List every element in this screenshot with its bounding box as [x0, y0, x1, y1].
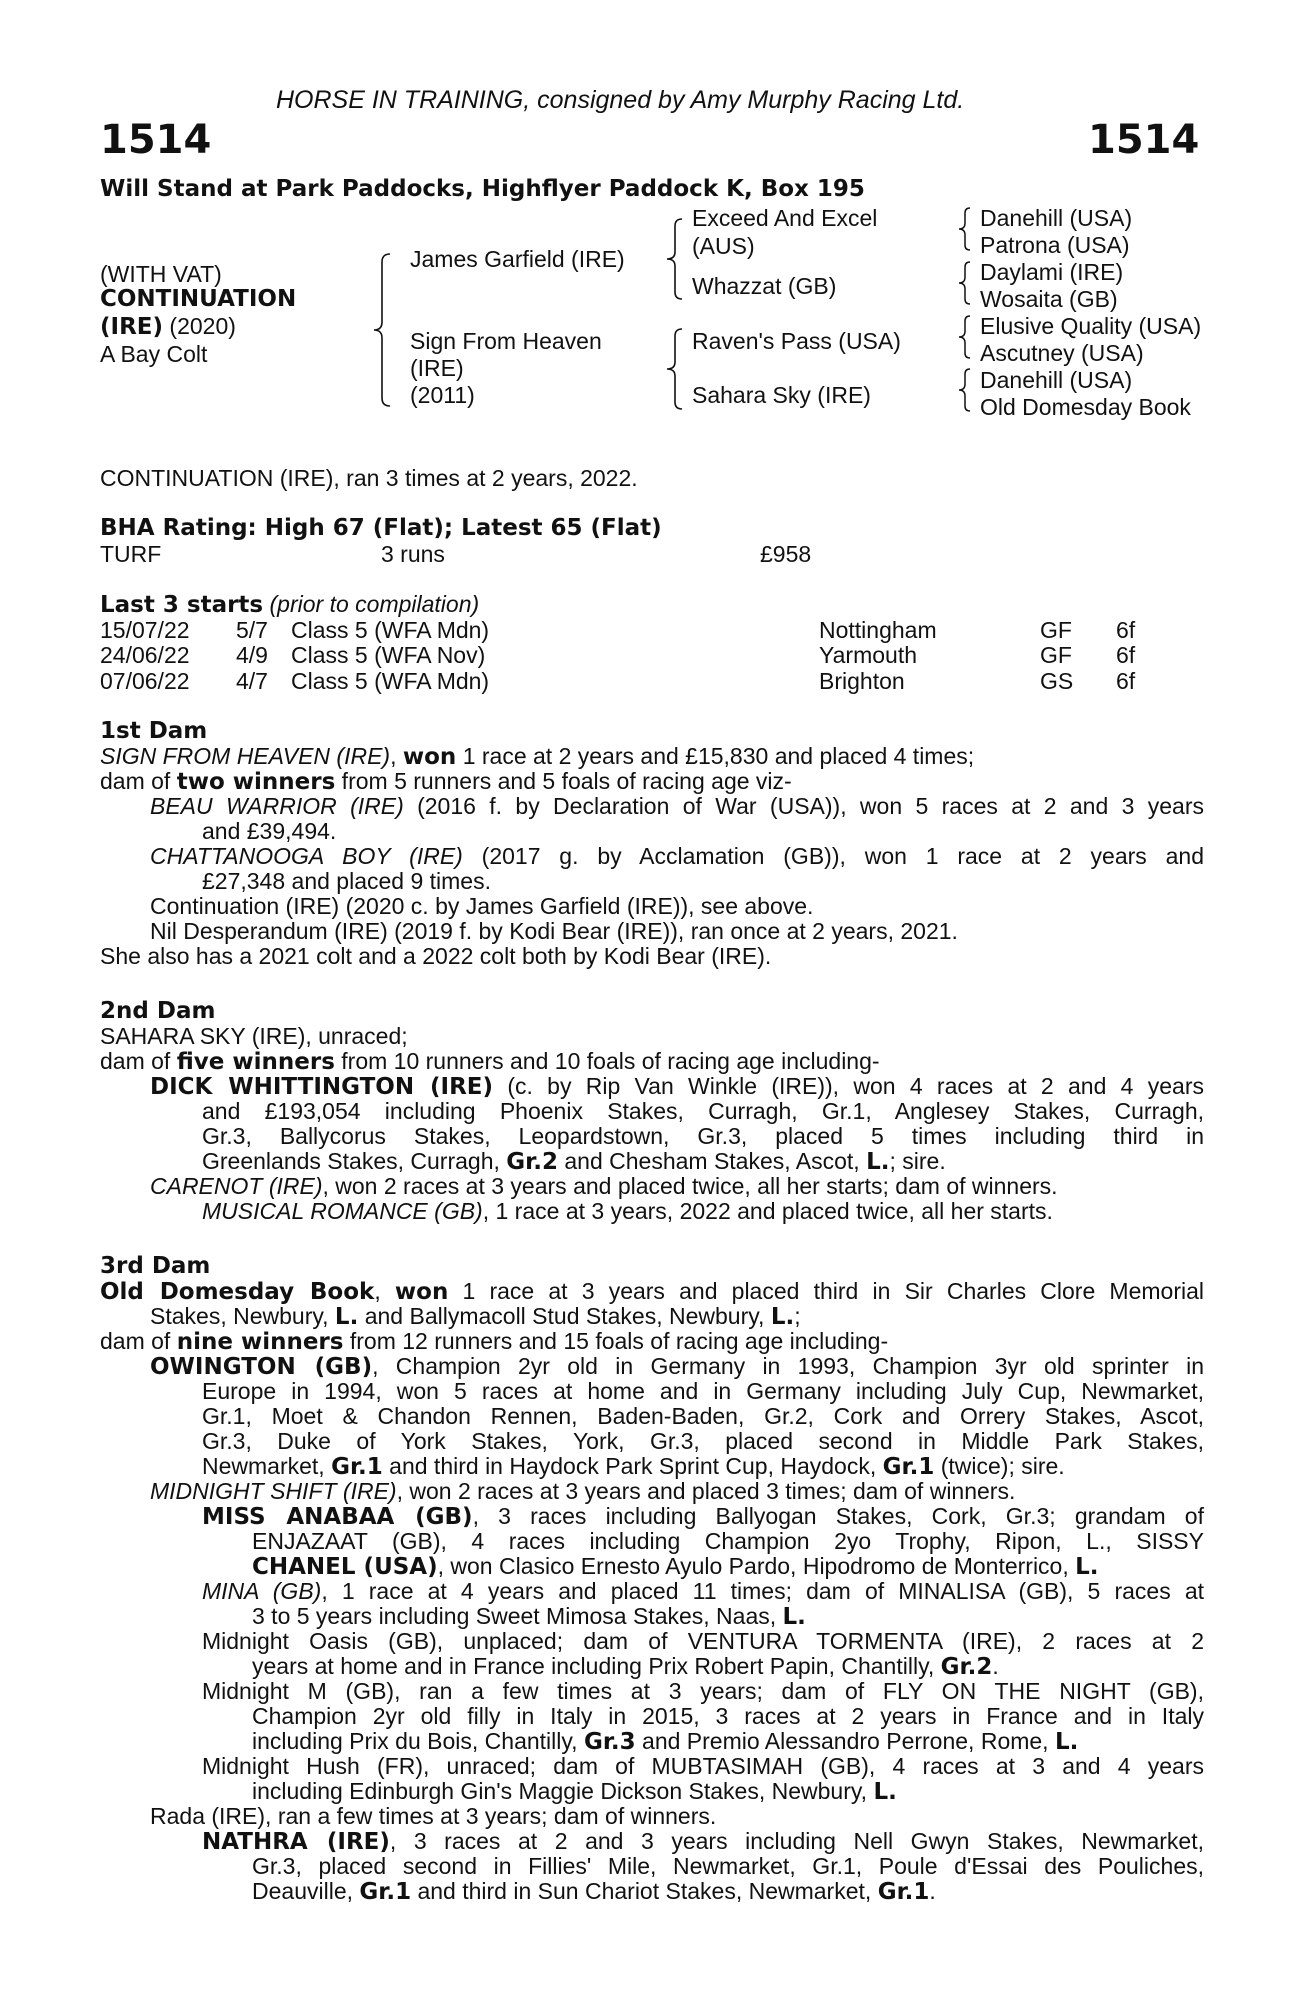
- start-position: 5/7: [236, 617, 268, 643]
- lot-number-left: 1514: [100, 117, 212, 163]
- text: Newmarket,: [202, 1453, 332, 1479]
- won-label: won: [402, 744, 457, 770]
- third-dam-line3: [100, 1328, 888, 1355]
- text: Greenlands Stakes, Curragh,: [202, 1148, 507, 1174]
- text: ,: [390, 743, 403, 769]
- horse-origin-year: [100, 313, 236, 340]
- nil-desperandum-line: Nil Desperandum (IRE) (2019 f. by Kodi Bear (IRE)), ran once at 2 years, 2021.: [150, 918, 958, 944]
- start-going: GF: [1040, 617, 1072, 643]
- horse-name: BEAU WARRIOR (IRE): [150, 793, 404, 819]
- last-starts-heading: [100, 591, 479, 618]
- mina-line2: [252, 1603, 806, 1630]
- listed-label: L.: [334, 1304, 359, 1330]
- miss-anabaa-line3: [252, 1553, 1099, 1580]
- start-distance: 6f: [1116, 617, 1136, 643]
- text: , 1 race at 4 years and placed 11 times; dam of MINALISA (GB), 5 races at: [321, 1578, 1204, 1604]
- grade-label: Gr.1: [877, 1879, 930, 1905]
- start-course: Brighton: [819, 668, 905, 694]
- dick-line3: Gr.3, Ballycorus Stakes, Leopardstown, Gr.3, placed 5 times including third in: [202, 1123, 1204, 1149]
- text: (twice); sire.: [934, 1453, 1065, 1479]
- horse-year: (2020): [163, 313, 236, 339]
- text: ; sire.: [889, 1148, 946, 1174]
- horse-name: CHATTANOOGA BOY (IRE): [150, 843, 463, 869]
- horse-name: DICK WHITTINGTON (IRE): [150, 1074, 494, 1100]
- text: and third in Haydock Park Sprint Cup, Haydock,: [382, 1453, 883, 1479]
- dam-dam: Sahara Sky (IRE): [692, 382, 871, 408]
- musical-romance-line: [202, 1198, 1053, 1224]
- text: dam of: [100, 1328, 177, 1354]
- grade-label: Gr.3: [583, 1729, 636, 1755]
- location-line: Will Stand at Park Paddocks, Highflyer Paddock K, Box 195: [100, 176, 865, 202]
- midnight-shift-line: [150, 1478, 1015, 1504]
- start-going: GF: [1040, 642, 1072, 668]
- ancestor-dds: Danehill (USA): [980, 367, 1133, 393]
- continuation-line: Continuation (IRE) (2020 c. by James Garfield (IRE)), see above.: [150, 893, 814, 919]
- text: , 3 races including Ballyogan Stakes, Cork, Gr.3; grandam of: [472, 1503, 1204, 1529]
- last-starts-note: (prior to compilation): [263, 591, 480, 617]
- second-dam-line1: SAHARA SKY (IRE), unraced;: [100, 1023, 408, 1049]
- listed-label: L.: [866, 1149, 890, 1175]
- horse-name: MIDNIGHT SHIFT (IRE): [150, 1478, 397, 1504]
- beau-warrior-line2: and £39,494.: [202, 818, 337, 844]
- horse-name: MUSICAL ROMANCE (GB): [202, 1198, 483, 1224]
- main-bracket: [372, 250, 396, 410]
- third-dam-heading: 3rd Dam: [100, 1253, 211, 1279]
- midnight-oasis-line1: Midnight Oasis (GB), unplaced; dam of VENTURA TORMENTA (IRE), 2 races at 2: [202, 1628, 1204, 1654]
- text: dam of: [100, 1048, 177, 1074]
- chattanooga-line1: [150, 843, 1204, 869]
- start-date: 07/06/22: [100, 668, 190, 694]
- third-dam-line2: [150, 1303, 801, 1330]
- text: , 1 race at 3 years, 2022 and placed twice, all her starts.: [482, 1198, 1053, 1224]
- first-dam-line2: [100, 768, 792, 795]
- sire-dam: Whazzat (GB): [692, 273, 837, 299]
- beau-warrior-line1: [150, 793, 1204, 819]
- first-dam-heading: 1st Dam: [100, 718, 208, 744]
- lot-number-right: 1514: [1088, 117, 1200, 163]
- grade-label: Gr.1: [331, 1454, 383, 1480]
- text: years at home and in France including Prix Robert Papin, Chantilly,: [252, 1653, 941, 1679]
- midnight-m-line2: Champion 2yr old filly in Italy in 2015, 3 races at 2 years in France and in Italy: [252, 1703, 1204, 1729]
- text: from 5 runners and 5 foals of racing age viz-: [335, 768, 792, 794]
- start-race: Class 5 (WFA Mdn): [291, 668, 490, 694]
- text: ,: [374, 1278, 395, 1304]
- text: 3 to 5 years including Sweet Mimosa Stakes, Naas,: [252, 1603, 783, 1629]
- g3-bracket-1: [956, 206, 974, 252]
- grade-label: Gr.2: [940, 1654, 993, 1680]
- rada-line: Rada (IRE), ran a few times at 3 years; dam of winners.: [150, 1803, 717, 1829]
- text: , Champion 2yr old in Germany in 1993, Champion 3yr old sprinter in: [372, 1353, 1204, 1379]
- dam-bracket: [664, 326, 686, 412]
- horse-name: MINA (GB): [202, 1578, 322, 1604]
- text: Stakes, Newbury,: [150, 1303, 335, 1329]
- winners-count: two winners: [176, 769, 336, 795]
- dam-sire: Raven's Pass (USA): [692, 328, 901, 354]
- won-label: won: [394, 1279, 449, 1305]
- text: .: [992, 1653, 999, 1679]
- midnight-m-line3: [252, 1728, 1078, 1755]
- sire-bracket: [664, 216, 686, 302]
- start-race: Class 5 (WFA Nov): [291, 642, 486, 668]
- ancestor-dsd: Ascutney (USA): [980, 340, 1144, 366]
- nathra-line2: Gr.3, placed second in Fillies' Mile, Newmarket, Gr.1, Poule d'Essai des Pouliches,: [252, 1853, 1204, 1879]
- start-position: 4/9: [236, 642, 268, 668]
- midnight-hush-line1: Midnight Hush (FR), unraced; dam of MUBTASIMAH (GB), 4 races at 3 and 4 years: [202, 1753, 1204, 1779]
- winners-count: five winners: [176, 1049, 335, 1075]
- owington-line3: Gr.1, Moet & Chandon Rennen, Baden-Baden, Gr.2, Cork and Orrery Stakes, Ascot,: [202, 1403, 1204, 1429]
- miss-anabaa-line2: ENJAZAAT (GB), 4 races including Champion 2yo Trophy, Ripon, L., SISSY: [252, 1528, 1204, 1554]
- second-dam-line2: [100, 1048, 880, 1075]
- start-date: 24/06/22: [100, 642, 190, 668]
- grade-label: Gr.1: [359, 1879, 412, 1905]
- start-course: Nottingham: [819, 617, 937, 643]
- start-distance: 6f: [1116, 668, 1136, 694]
- text: 1 race at 2 years and £15,830 and placed 4 times;: [456, 743, 975, 769]
- listed-label: L.: [873, 1779, 897, 1805]
- g3-bracket-4: [956, 367, 974, 413]
- ancestor-sds: Daylami (IRE): [980, 259, 1124, 285]
- listed-label: L.: [1075, 1554, 1099, 1580]
- first-dam-line1: [100, 743, 974, 770]
- owington-line5: [202, 1453, 1065, 1480]
- text: from 10 runners and 10 foals of racing age including-: [334, 1048, 880, 1074]
- listed-label: L.: [782, 1604, 806, 1630]
- text: , won 2 races at 3 years and placed twice, all her starts; dam of winners.: [322, 1173, 1058, 1199]
- rating-earnings: £958: [760, 541, 812, 567]
- horse-name: CHANEL (USA): [252, 1554, 438, 1580]
- rating-runs: 3 runs: [381, 541, 445, 567]
- g3-bracket-3: [956, 314, 974, 360]
- text: and third in Sun Chariot Stakes, Newmarket,: [411, 1878, 878, 1904]
- rating-surface: TURF: [100, 541, 162, 567]
- second-dam-heading: 2nd Dam: [100, 998, 216, 1024]
- last-starts-title: Last 3 starts: [100, 592, 264, 618]
- ancestor-dss: Elusive Quality (USA): [980, 313, 1202, 339]
- text: from 12 runners and 15 foals of racing age including-: [343, 1328, 889, 1354]
- horse-description: A Bay Colt: [100, 341, 208, 367]
- dick-line4: [202, 1148, 946, 1175]
- mina-line1: [202, 1578, 1204, 1604]
- start-date: 15/07/22: [100, 617, 190, 643]
- grade-label: Gr.1: [882, 1454, 935, 1480]
- midnight-hush-line2: [252, 1778, 897, 1805]
- ancestor-ssd: Patrona (USA): [980, 232, 1130, 258]
- nathra-line3: [252, 1878, 936, 1905]
- horse-name: CARENOT (IRE): [150, 1173, 323, 1199]
- text: Deauville,: [252, 1878, 360, 1904]
- consignment-line: HORSE IN TRAINING, consigned by Amy Murphy Racing Ltd.: [276, 86, 965, 114]
- owington-line4: Gr.3, Duke of York Stakes, York, Gr.3, placed second in Middle Park Stakes,: [202, 1428, 1204, 1454]
- vat-label: (WITH VAT): [100, 261, 222, 287]
- dam-name: Old Domesday Book: [100, 1279, 375, 1305]
- dick-line1: [150, 1073, 1204, 1100]
- start-going: GS: [1040, 668, 1074, 694]
- owington-line2: Europe in 1994, won 5 races at home and in Germany including July Cup, Newmarket,: [202, 1378, 1204, 1404]
- horse-name: OWINGTON (GB): [150, 1354, 373, 1380]
- race-summary: CONTINUATION (IRE), ran 3 times at 2 years, 2022.: [100, 465, 638, 491]
- listed-label: L.: [1054, 1729, 1079, 1755]
- text: , won 2 races at 3 years and placed 3 times; dam of winners.: [396, 1478, 1016, 1504]
- midnight-m-line1: Midnight M (GB), ran a few times at 3 years; dam of FLY ON THE NIGHT (GB),: [202, 1678, 1204, 1704]
- text: dam of: [100, 768, 177, 794]
- text: (c. by Rip Van Winkle (IRE)), won 4 races at 2 and 4 years: [493, 1073, 1204, 1099]
- carenot-line: [150, 1173, 1058, 1199]
- text: including Edinburgh Gin's Maggie Dickson Stakes, Newbury,: [252, 1778, 874, 1804]
- text: .: [929, 1878, 936, 1904]
- start-race: Class 5 (WFA Mdn): [291, 617, 490, 643]
- g3-bracket-2: [956, 260, 974, 306]
- third-dam-line1: [100, 1278, 1204, 1305]
- ancestor-ddd: Old Domesday Book: [980, 394, 1191, 420]
- sire-name: James Garfield (IRE): [410, 246, 625, 272]
- text: and Premio Alessandro Perrone, Rome,: [635, 1728, 1055, 1754]
- text: and Chesham Stakes, Ascot,: [557, 1148, 867, 1174]
- dick-line2: and £193,054 including Phoenix Stakes, Curragh, Gr.1, Anglesey Stakes, Curragh,: [202, 1098, 1204, 1124]
- text: ;: [794, 1303, 801, 1329]
- text: and Ballymacoll Stud Stakes, Newbury,: [358, 1303, 771, 1329]
- text: including Prix du Bois, Chantilly,: [252, 1728, 584, 1754]
- bha-rating: BHA Rating: High 67 (Flat); Latest 65 (Flat): [100, 515, 662, 541]
- nathra-line1: [202, 1828, 1204, 1855]
- horse-origin: (IRE): [100, 314, 164, 340]
- start-distance: 6f: [1116, 642, 1136, 668]
- dam-name: SIGN FROM HEAVEN (IRE): [100, 743, 391, 769]
- ancestor-sss: Danehill (USA): [980, 205, 1133, 231]
- dam-name-2: (IRE): [410, 355, 464, 381]
- ancestor-sdd: Wosaita (GB): [980, 286, 1118, 312]
- chattanooga-line2: £27,348 and placed 9 times.: [202, 868, 491, 894]
- start-position: 4/7: [236, 668, 268, 694]
- horse-name: CONTINUATION: [100, 286, 297, 312]
- text: (2017 g. by Acclamation (GB)), won 1 race at 2 years and: [462, 843, 1204, 869]
- sire-sire-1: Exceed And Excel: [692, 205, 878, 231]
- horse-name: NATHRA (IRE): [202, 1829, 390, 1855]
- dam-name-3: (2011): [410, 382, 475, 408]
- miss-anabaa-line1: [202, 1503, 1204, 1530]
- text: 1 race at 3 years and placed third in Sir Charles Clore Memorial: [448, 1278, 1204, 1304]
- horse-name: MISS ANABAA (GB): [202, 1504, 473, 1530]
- listed-label: L.: [770, 1304, 795, 1330]
- winners-count: nine winners: [176, 1329, 344, 1355]
- owington-line1: [150, 1353, 1204, 1380]
- sire-sire-2: (AUS): [692, 233, 755, 259]
- also-has-line: She also has a 2021 colt and a 2022 colt both by Kodi Bear (IRE).: [100, 943, 772, 969]
- dam-name-1: Sign From Heaven: [410, 328, 602, 354]
- text: , 3 races at 2 and 3 years including Nell Gwyn Stakes, Newmarket,: [389, 1828, 1204, 1854]
- text: , won Clasico Ernesto Ayulo Pardo, Hipodromo de Monterrico,: [437, 1553, 1076, 1579]
- grade-label: Gr.2: [506, 1149, 558, 1175]
- start-course: Yarmouth: [819, 642, 918, 668]
- text: (2016 f. by Declaration of War (USA)), won 5 races at 2 and 3 years: [403, 793, 1204, 819]
- midnight-oasis-line2: [252, 1653, 999, 1680]
